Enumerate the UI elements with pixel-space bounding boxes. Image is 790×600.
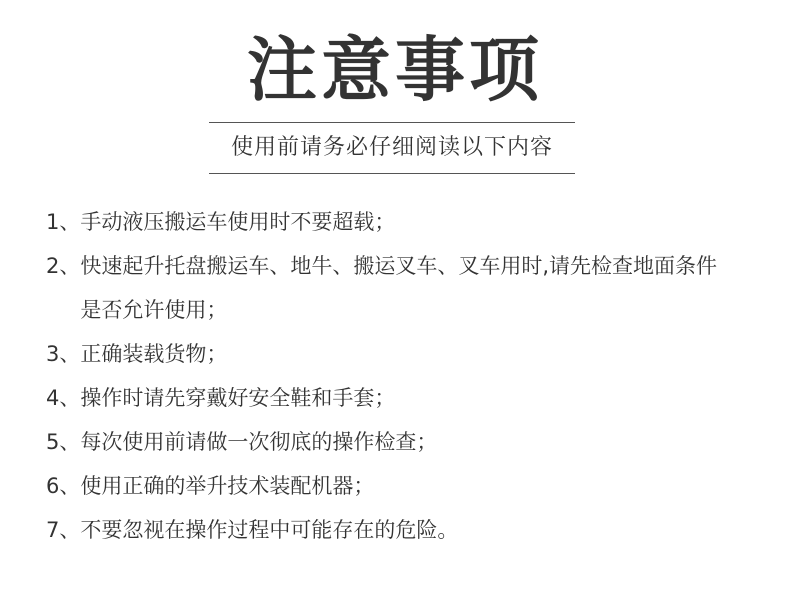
item-number: 4、 bbox=[46, 386, 81, 410]
item-text: 不要忽视在操作过程中可能存在的危险。 bbox=[80, 518, 459, 542]
list-item bbox=[46, 376, 766, 420]
list-item bbox=[46, 200, 766, 244]
item-text: 每次使用前请做一次彻底的操作检查； bbox=[80, 430, 438, 454]
list-item bbox=[46, 332, 766, 376]
item-number: 2、 bbox=[46, 254, 81, 278]
item-number: 6、 bbox=[46, 474, 81, 498]
list-item bbox=[46, 420, 766, 464]
item-text: 使用正确的举升技术装配机器； bbox=[80, 474, 375, 498]
subtitle: 使用前请务必仔细阅读以下内容 bbox=[230, 135, 553, 160]
list-item bbox=[46, 464, 766, 508]
list-item bbox=[46, 508, 766, 552]
list-item bbox=[46, 244, 766, 332]
item-text: 操作时请先穿戴好安全鞋和手套； bbox=[80, 386, 396, 410]
item-number: 1、 bbox=[46, 210, 81, 234]
item-number: 7、 bbox=[46, 518, 81, 542]
item-text: 手动液压搬运车使用时不要超载； bbox=[80, 210, 396, 234]
subtitle-box bbox=[209, 122, 575, 174]
item-number: 5、 bbox=[46, 430, 81, 454]
page-title: 注意事项 bbox=[247, 29, 543, 111]
item-text: 快速起升托盘搬运车、地牛、搬运叉车、叉车用时,请先检查地面条件是否允许使用； bbox=[80, 254, 718, 322]
item-text: 正确装载货物； bbox=[80, 342, 228, 366]
notice-list bbox=[46, 200, 766, 552]
item-number: 3、 bbox=[46, 342, 81, 366]
